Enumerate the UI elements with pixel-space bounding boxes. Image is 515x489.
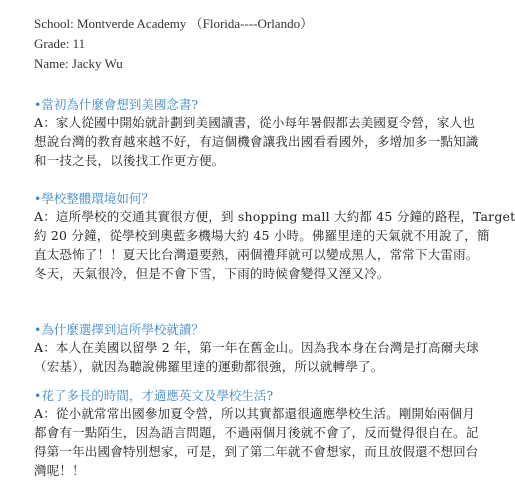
answer-line: 灣呢！！ (34, 463, 85, 478)
school-line: School: Montverde Academy （Florida----Orlando） (34, 16, 314, 31)
answer-paragraph (34, 207, 515, 283)
answer-line: A：從小就常常出國參加夏令營，所以其實都還很適應學校生活。剛開始兩個月 (34, 406, 476, 421)
qa-section-3 (34, 321, 479, 376)
question-heading: •當初為什麼會想到美國念書? (34, 97, 199, 112)
qa-section-2 (34, 190, 515, 283)
student-name-line: Name: Jacky Wu (34, 56, 123, 71)
answer-paragraph (34, 404, 479, 480)
document-page (34, 14, 515, 478)
answer-line: A：本人在美國以留學 2 年，第一年在舊金山。因為我本身在台灣是打高爾夫球 (34, 340, 479, 355)
answer-line: A：家人從國中開始就計劃到美國讀書，從小每年暑假都去美國夏令營，家人也 (34, 115, 476, 130)
grade-line: Grade: 11 (34, 36, 86, 51)
answer-paragraph (34, 113, 479, 170)
answer-line: （宏基），就因為聽說佛羅里達的運動都很強，所以就轉學了。 (34, 359, 384, 374)
qa-section-1 (34, 96, 479, 170)
question-heading: •學校整體環境如何？ (34, 191, 154, 206)
answer-line: 冬天，天氣很冷，但是不會下雪，下雨的時候會變得又溼又冷。 (34, 266, 390, 281)
question-heading: •為什麼選擇到這所學校就讀？ (34, 322, 204, 337)
answer-line: 直太恐怖了！！夏天比台灣還要熱，兩個禮拜就可以變成黑人，常常下大雷雨。 (34, 247, 479, 262)
answer-line: 得第一年出國會特別想家，可是，到了第二年就不會想家，而且放假還不想回台 (34, 444, 479, 459)
answer-line: 約 20 分鐘，從學校到奧藍多機場大約 45 小時。佛羅里達的天氣就不用說了，簡 (34, 228, 490, 243)
answer-line: 和一技之長，以後找工作更方便。 (34, 153, 225, 168)
qa-section-4 (34, 387, 479, 480)
question-heading: •花了多長的時間，才適應英文及學校生活? (34, 388, 274, 403)
answer-line: 都會有一點陌生，因為語言問題，不過兩個月後就不會了，反而覺得很自在。記 (34, 425, 479, 440)
answer-line: 想說台灣的教育越來越不好，有這個機會讓我出國看看國外，多增加多一點知識 (34, 134, 479, 149)
answer-paragraph (34, 338, 479, 376)
answer-line: A：這所學校的交通其實很方便，到 shopping mall 大約都 45 分鐘的路程，Target (34, 209, 515, 224)
